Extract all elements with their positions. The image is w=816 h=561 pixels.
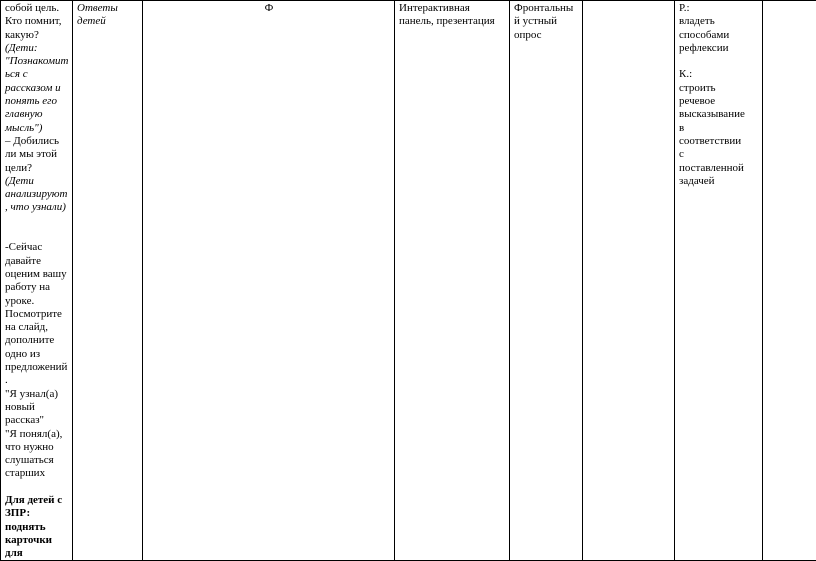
text-line: . (5, 374, 69, 387)
text-line: , что узнали) (5, 201, 69, 214)
text-line: давайте (5, 255, 69, 268)
text-line: (Дети (5, 175, 69, 188)
text-line: (Дети: (5, 42, 69, 55)
control-form-line: опрос (514, 29, 579, 42)
text-line: поднять (5, 521, 69, 534)
text-line: "Познакомит (5, 55, 69, 68)
text-line: цели? (5, 162, 69, 175)
text-line: для (5, 547, 69, 560)
empty-cell (763, 1, 816, 561)
zpr-children-block (5, 494, 69, 560)
text-line: К.: (679, 68, 759, 81)
text-line: какую? (5, 29, 69, 42)
text-line: строить (679, 82, 759, 95)
text-line: оценим вашу (5, 268, 69, 281)
text-line: поставленной (679, 162, 759, 175)
text-line: карточки (5, 534, 69, 547)
work-form-cell (143, 1, 395, 561)
uud-cell (675, 1, 763, 561)
student-activity-line: детей (77, 15, 139, 28)
text-line: старших (5, 467, 69, 480)
text-line: Р.: (679, 2, 759, 15)
table-row (1, 1, 816, 561)
text-line: работу на (5, 281, 69, 294)
empty-cell (583, 1, 675, 561)
text-line: новый (5, 401, 69, 414)
text-line: "Я узнал(а) (5, 388, 69, 401)
text-line: на слайд, (5, 321, 69, 334)
text-line: мысль") (5, 122, 69, 135)
resources-line: панель, презентация (399, 15, 506, 28)
resources-line: Интерактивная (399, 2, 506, 15)
text-line: Для детей с (5, 494, 69, 507)
text-line: одно из (5, 348, 69, 361)
communicative-uud-block (679, 68, 759, 188)
text-line: анализируют (5, 188, 69, 201)
teacher-questions-block (5, 2, 69, 215)
text-line: задачей (679, 175, 759, 188)
student-activity-line: Ответы (77, 2, 139, 15)
text-line: ли мы этой (5, 148, 69, 161)
text-line: -Сейчас (5, 241, 69, 254)
text-line: способами (679, 29, 759, 42)
regulative-uud-block (679, 2, 759, 55)
text-line: Кто помнит, (5, 15, 69, 28)
text-line: в (679, 122, 759, 135)
text-line: рефлексии (679, 42, 759, 55)
control-form-line: й устный (514, 15, 579, 28)
text-line: ься с (5, 68, 69, 81)
teacher-evaluation-block (5, 241, 69, 480)
text-line: главную (5, 108, 69, 121)
text-line: владеть (679, 15, 759, 28)
resources-cell (395, 1, 510, 561)
text-line: собой цель. (5, 2, 69, 15)
text-line: с (679, 148, 759, 161)
student-activity-cell (73, 1, 143, 561)
text-line: понять его (5, 95, 69, 108)
text-line: ЗПР: (5, 507, 69, 520)
text-line: Посмотрите (5, 308, 69, 321)
text-line: рассказ" (5, 414, 69, 427)
text-line: рассказом и (5, 82, 69, 95)
text-line: уроке. (5, 295, 69, 308)
work-form-label: Ф (147, 2, 391, 15)
text-line: – Добились (5, 135, 69, 148)
text-line: слушаться (5, 454, 69, 467)
text-line: соответствии (679, 135, 759, 148)
control-form-cell (510, 1, 583, 561)
teacher-activity-cell (1, 1, 73, 561)
control-form-line: Фронтальны (514, 2, 579, 15)
text-line: речевое (679, 95, 759, 108)
text-line: дополните (5, 334, 69, 347)
text-line: высказывание (679, 108, 759, 121)
text-line: предложений (5, 361, 69, 374)
text-line: "Я понял(а), (5, 428, 69, 441)
text-line: что нужно (5, 441, 69, 454)
